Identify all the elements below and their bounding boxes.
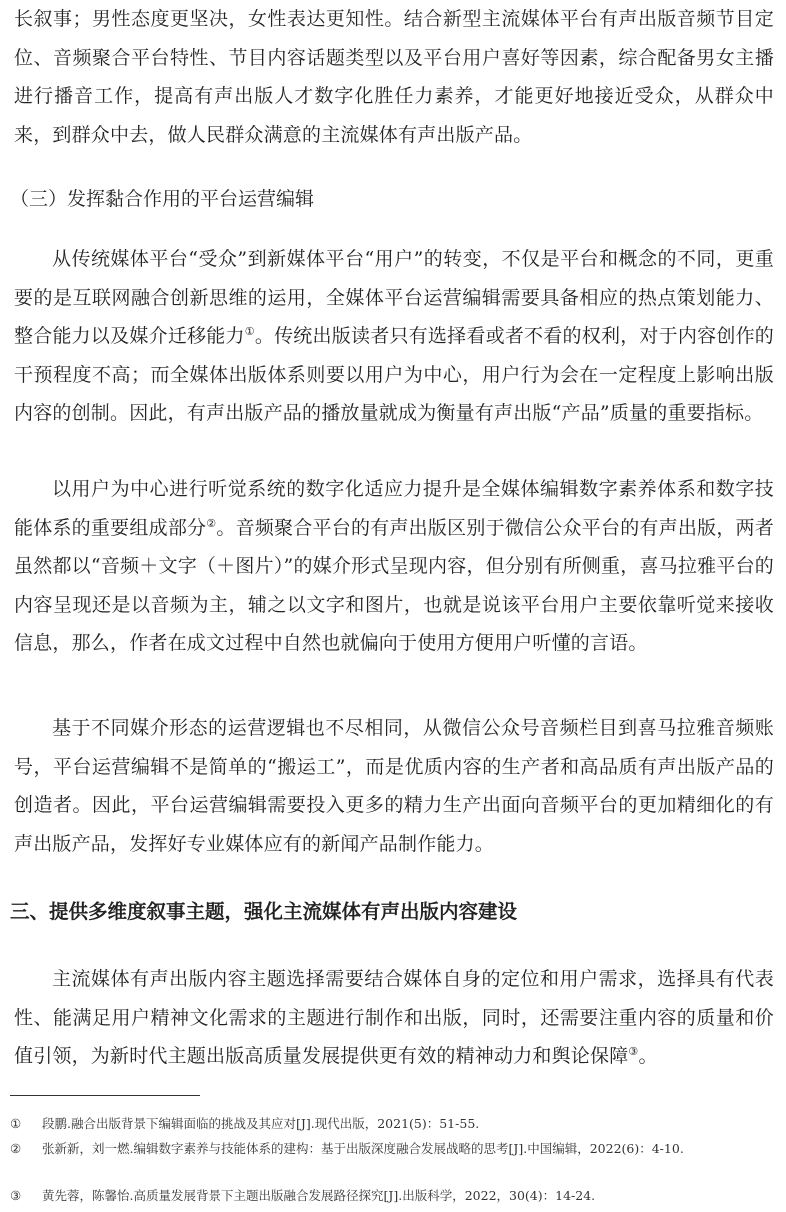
footnote-3 [10, 1185, 778, 1207]
footnote-ref-1[interactable]: ① [244, 325, 255, 338]
paragraph-text: 长叙事；男性态度更坚决，女性表达更知性。结合新型主流媒体平台有声出版音频节目定位、音频聚合平台特性、节目内容话题类型以及平台用户喜好等因素，综合配备男女主播进行播音工作，提高有声出版人才数字化胜任力素养，才能更好地接近受众，从群众中来，到群众中去，做人民群众满意的主流媒体有声出版产品。 [14, 8, 774, 146]
paragraph-text: 。传统出版读者只有选择看或者不看的权利，对于内容创作的干预程度不高；而全媒体出版体系则要以用户为中心，用户行为会在一定程度上影响出版内容的创制。因此，有声出版产品的播放量就成为衡量有声出版“产品”质量的重要指标。 [14, 325, 774, 424]
paragraph-4 [14, 960, 774, 1076]
footnote-text: 段鹏.融合出版背景下编辑面临的挑战及其应对[J].现代出版，2021(5)：51-55. [42, 1116, 480, 1131]
footnote-divider [10, 1095, 200, 1096]
footnote-text: 张新新，刘一燃.编辑数字素养与技能体系的建构：基于出版深度融合发展战略的思考[J].中国编辑，2022(6)：4-10. [42, 1141, 684, 1156]
paragraph-text: 以用户为中心进行听觉系统的数字化适应力提升是全媒体编辑数字素养体系和数字技能体系的重要组成部分 [14, 478, 774, 539]
paragraph-2 [14, 470, 774, 663]
paragraph-text: 基于不同媒介形态的运营逻辑也不尽相同，从微信公众号音频栏目到喜马拉雅音频账号，平台运营编辑不是简单的“搬运工”，而是优质内容的生产者和高品质有声出版产品的创造者。因此，平台运营编辑需要投入更多的精力生产出面向音频平台的更加精细化的有声出版产品，发挥好专业媒体应有的新闻产品制作能力。 [14, 717, 774, 855]
footnote-number: ② [10, 1141, 22, 1156]
paragraph-3 [14, 709, 774, 863]
paragraph-text: 。音频聚合平台的有声出版区别于微信公众平台的有声出版，两者虽然都以“音频＋文字（＋图片）”的媒介形式呈现内容，但分别有所侧重，喜马拉雅平台的内容呈现还是以音频为主，辅之以文字和图片，也就是说该平台用户主要依靠听觉来接收信息，那么，作者在成文过程中自然也就偏向于使用方便用户听懂的言语。 [14, 516, 774, 654]
footnote-number: ③ [10, 1188, 22, 1203]
subsection-heading: （三）发挥黏合作用的平台运营编辑 [10, 188, 315, 210]
footnote-ref-3[interactable]: ③ [628, 1045, 639, 1058]
footnote-text: 黄先蓉，陈馨怡.高质量发展背景下主题出版融合发展路径探究[J].出版科学，2022，30(4)：14-24. [42, 1188, 596, 1203]
paragraph-text: 。 [638, 1045, 658, 1067]
paragraph-text: 主流媒体有声出版内容主题选择需要结合媒体自身的定位和用户需求，选择具有代表性、能满足用户精神文化需求的主题进行制作和出版，同时，还需要注重内容的质量和价值引领，为新时代主题出版高质量发展提供更有效的精神动力和舆论保障 [14, 968, 774, 1067]
paragraph-1 [14, 240, 774, 433]
section-heading: 三、提供多维度叙事主题，强化主流媒体有声出版内容建设 [10, 900, 518, 923]
footnote-number: ① [10, 1116, 22, 1131]
footnote-2 [10, 1138, 778, 1160]
paragraph-continued [14, 0, 774, 154]
paragraph-text: 从传统媒体平台“受众”到新媒体平台“用户”的转变，不仅是平台和概念的不同，更重要的是互联网融合创新思维的运用，全媒体平台运营编辑需要具备相应的热点策划能力、整合能力以及媒介迁移能力 [14, 248, 774, 347]
footnote-1 [10, 1113, 778, 1135]
footnote-ref-2[interactable]: ② [206, 516, 217, 530]
